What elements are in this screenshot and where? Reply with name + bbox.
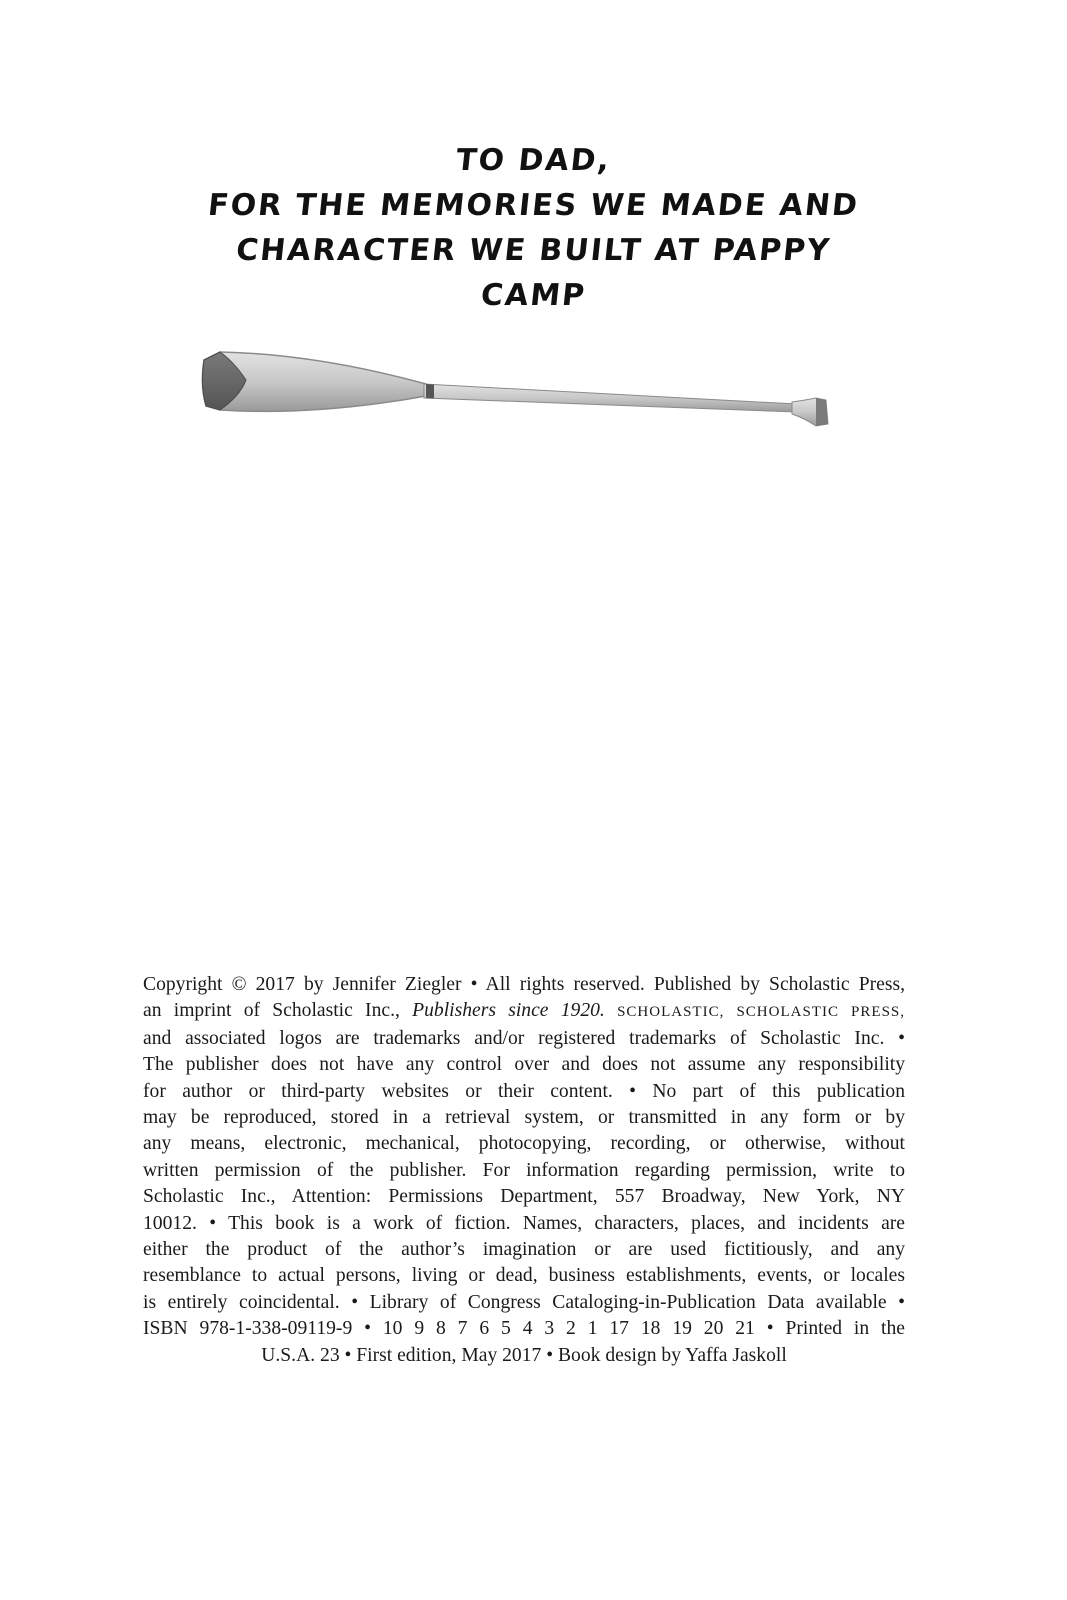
copyright-line: any means, electronic, mechanical, photocopying, recording, or otherwise, without — [143, 1133, 905, 1155]
copyright-line: written permission of the publisher. For information regarding permission, write to — [143, 1159, 905, 1181]
paddle-band — [426, 384, 434, 399]
copyright-line: ISBN 978-1-338-09119-9 • 10 9 8 7 6 5 4 3 2 1 17 18 19 20 21 • Printed in the — [143, 1318, 905, 1340]
copyright-line: and associated logos are trademarks and/or registered trademarks of Scholastic Inc. • — [143, 1027, 905, 1049]
copyright-line: The publisher does not have any control over and does not assume any responsibility — [143, 1054, 905, 1076]
paddle-shaft — [424, 384, 796, 412]
copyright-line: 10012. • This book is a work of fiction. Names, characters, places, and incidents are — [143, 1212, 905, 1234]
dedication-line: FOR THE MEMORIES WE MADE AND — [206, 188, 861, 223]
copyright-line: resemblance to actual persons, living or dead, business establishments, events, or locales — [143, 1265, 905, 1287]
dedication-line: CAMP — [479, 278, 588, 313]
copyright-line: may be reproduced, stored in a retrieval system, or transmitted in any form or by — [143, 1107, 905, 1129]
dedication — [120, 138, 947, 318]
dedication-line: CHARACTER WE BUILT AT PAPPY — [234, 233, 833, 268]
copyright-line: Scholastic Inc., Attention: Permissions Department, 557 Broadway, New York, NY — [143, 1186, 905, 1208]
copyright-line: Copyright © 2017 by Jennifer Ziegler • All rights reserved. Published by Scholastic Press, — [143, 974, 905, 995]
trademark-names: SCHOLASTIC, SCHOLASTIC PRESS, — [617, 1004, 906, 1021]
copyright-line: is entirely coincidental. • Library of Congress Cataloging-in-Publication Data available • — [143, 1291, 905, 1313]
dedication-line: TO DAD, — [454, 143, 613, 178]
copyright-line: U.S.A. 23 • First edition, May 2017 • Book design by Yaffa Jaskoll — [261, 1344, 787, 1366]
copyright-line: an imprint of Scholastic Inc., Publishers since 1920. SCHOLASTIC, SCHOLASTIC PRESS, — [143, 1000, 906, 1022]
canoe-paddle-icon — [196, 346, 836, 436]
copyright-line: for author or third-party websites or their content. • No part of this publication — [143, 1080, 905, 1102]
publishers-since: Publishers since 1920. — [412, 1000, 605, 1022]
copyright-line: either the product of the author’s imagination or are used fictitiously, and any — [143, 1239, 905, 1261]
copyright-notice — [143, 972, 905, 1369]
